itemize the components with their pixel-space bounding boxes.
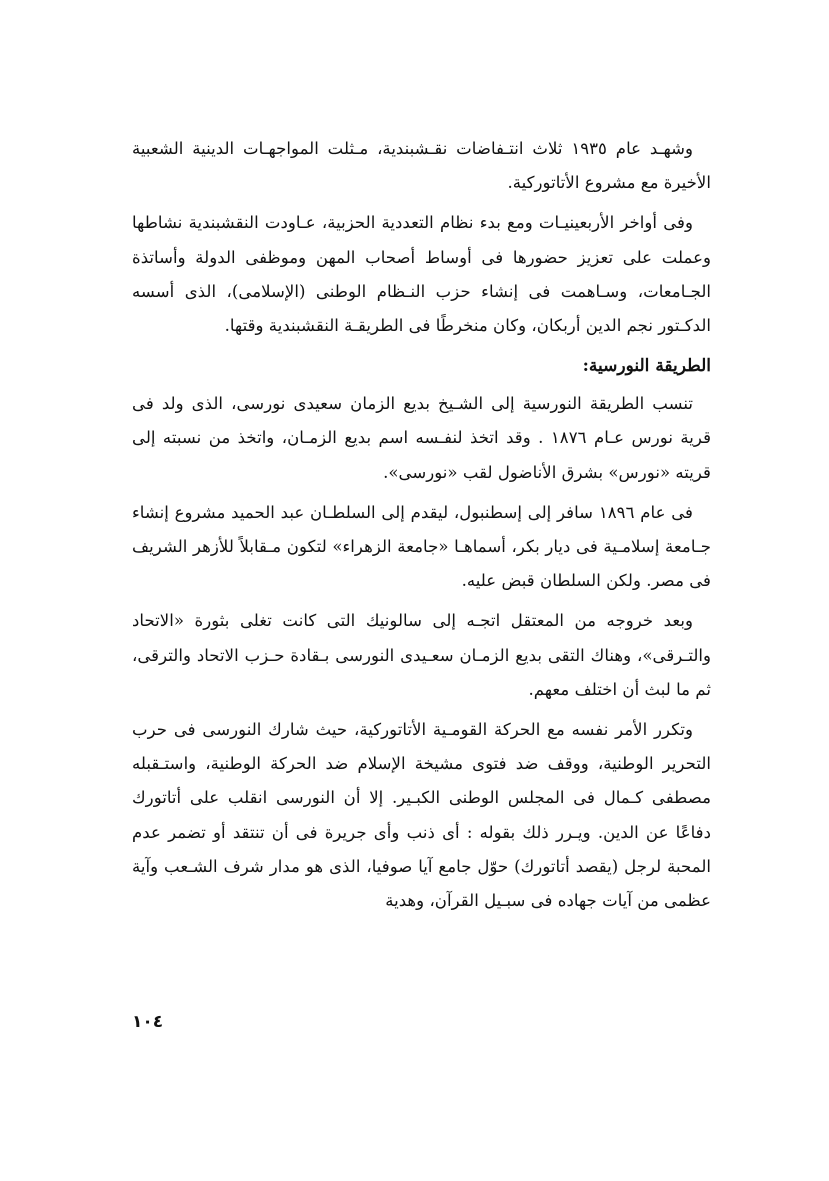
page-number: ١٠٤ <box>132 1012 164 1032</box>
paragraph-body-2: فى عام ١٨٩٦ سافر إلى إسطنبول، ليقدم إلى السلطـان عبد الحميد مشروع إنشاء جـامعة إسلامـية فى ديار بكر، أسماهـا «جامعة الزهراء» لتكون مـقابلاً للأزهر الشريف فى مصر. ولكن السلطان قبض عليه. <box>132 502 711 591</box>
paragraph-intro-2: وفى أواخر الأربعينيـات ومع بدء نظام التعددية الحزبية، عـاودت النقشبندية نشاطها وعملت على تعزيز حضورها فى أوساط أصحاب المهن وموظفى الدولة وأساتذة الجـامعات، وسـاهمت فى إنشاء حزب النـظام الوطنى (الإسلامى)، الذى أسسه الدكـتور نجم الدين أربكان، وكان منخرطًا فى الطريقـة النقشبندية وقتها. <box>132 213 711 336</box>
paragraph-intro-1: وشهـد عام ١٩٣٥ ثلاث انتـفاضات نقـشبندية، مـثلت المواجهـات الدينية الشعبية الأخيرة مع مشروع الأتاتوركية. <box>132 139 711 193</box>
section-heading: الطريقة النورسية: <box>582 356 711 377</box>
document-page <box>132 132 711 924</box>
paragraph-body-1: تنسب الطريقة النورسية إلى الشـيخ بديع الزمان سعيدى نورسى، الذى ولد فى قرية نورس عـام ١٨٧٦ . وقد اتخذ لنفـسه اسم بديع الزمـان، واتخذ من نسبته إلى قريته «نورس» بشرق الأناضول لقب «نورسى». <box>132 394 712 482</box>
paragraph-body-3: وبعد خروجه من المعتقل اتجـه إلى سالونيك التى كانت تغلى بثورة «الاتحاد والتـرقى»، وهناك التقى بديع الزمـان سعـيدى النورسى بـقادة حـزب الاتحاد والترقى، ثم ما لبث أن اختلف معهم. <box>132 611 711 699</box>
paragraph-body-4: وتكرر الأمر نفسه مع الحركة القومـية الأتاتوركية، حيث شارك النورسى فى حرب التحرير الوطنية، ووقف ضد فتوى مشيخة الإسلام ضد الحركة الوطنية، واستـقبله مصطفى كـمال فى المجلس الوطنى الكبـير. إلا أن النورسى انقلب على أتاتورك دفاعًا عن الدين. ويـرر ذلك بقوله : أى ذنب وأى جريرة فى أن تنتقد أو تضمر عدم المحبة لرجل (يقصد أتاتورك) حوّل جامع آيا صوفيا، الذى هو مدار شرف الشـعب وآية عظمى من آيات جهاده فى سبـيل القرآن، وهدية <box>132 720 711 911</box>
